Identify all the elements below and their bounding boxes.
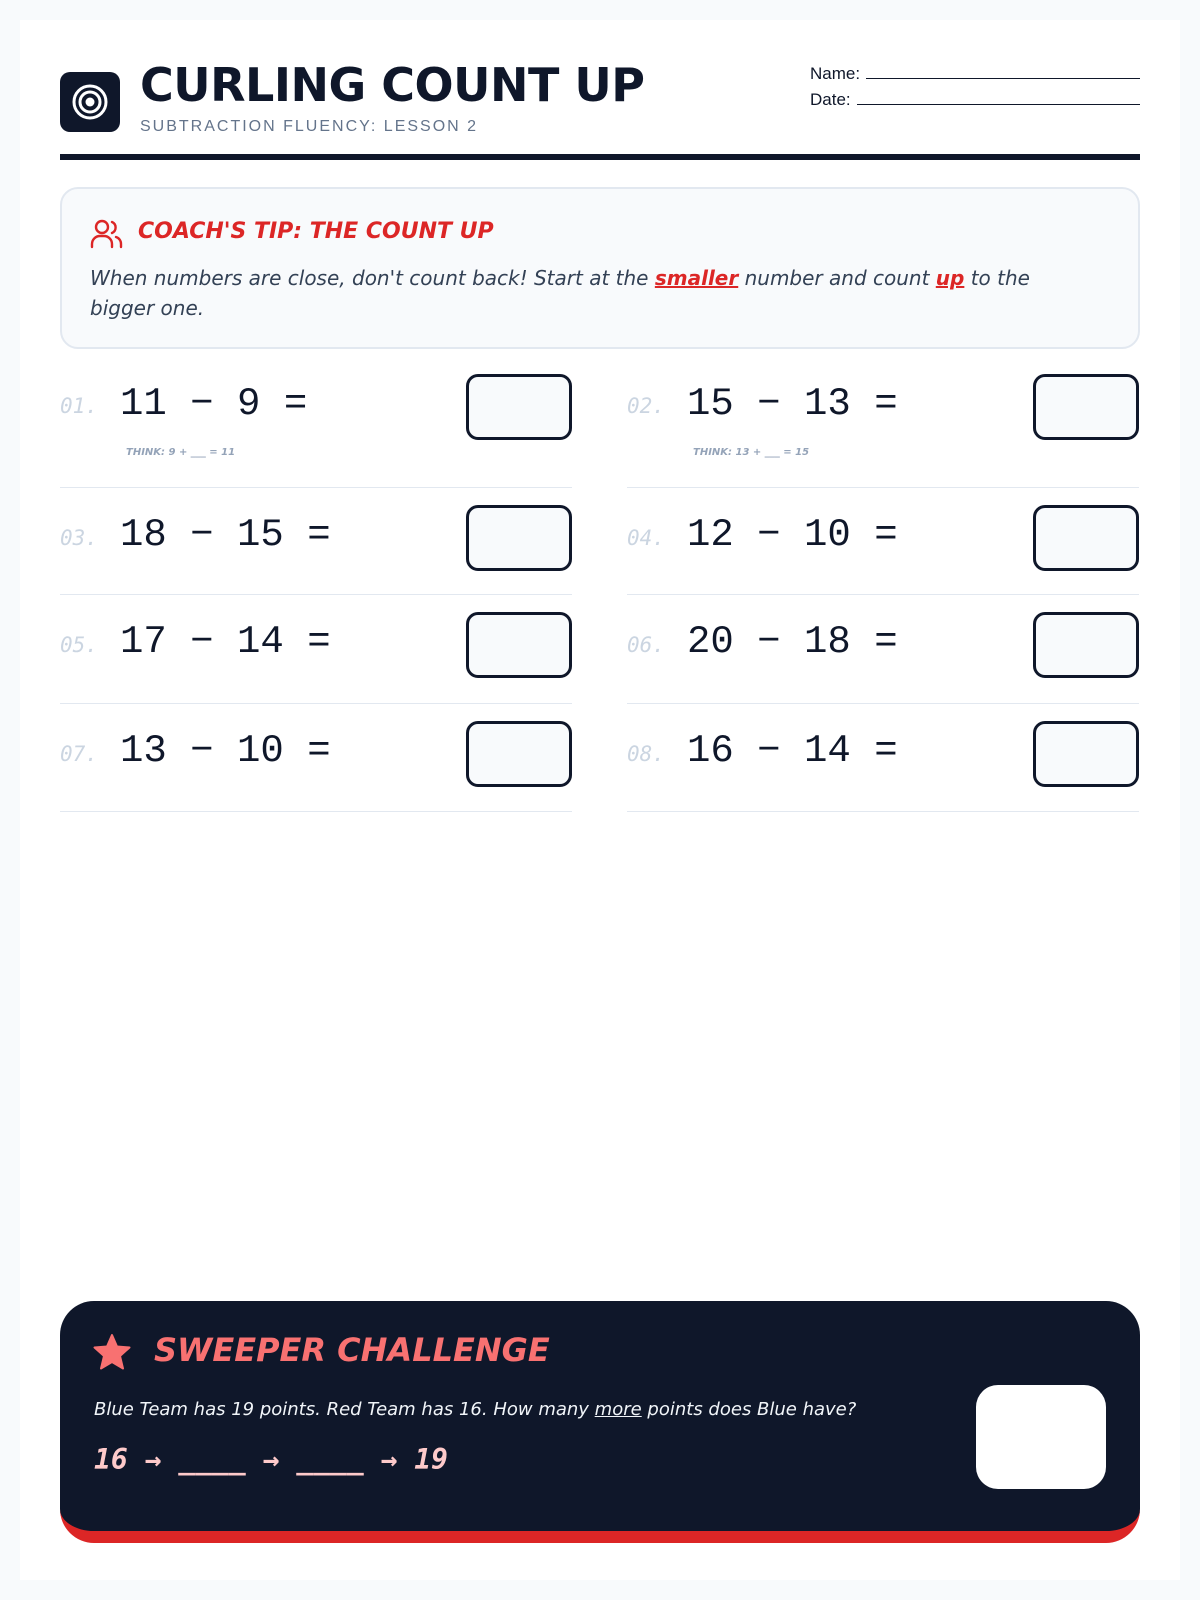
problem-2 (627, 370, 1139, 488)
page-subtitle: SUBTRACTION FLUENCY: LESSON 2 (140, 118, 479, 135)
problem-equation: 16 − 14 = (687, 729, 898, 773)
problem-number: 06. (627, 633, 665, 657)
name-label: Name: (810, 64, 861, 83)
answer-box[interactable] (1033, 612, 1139, 678)
date-line[interactable] (857, 91, 1140, 105)
problem-equation: 20 − 18 = (687, 620, 898, 664)
problem-equation: 15 − 13 = (687, 382, 898, 426)
answer-box[interactable] (1033, 721, 1139, 787)
answer-box[interactable] (1033, 505, 1139, 571)
page-title: CURLING COUNT UP (140, 58, 645, 112)
problem-number: 07. (60, 742, 98, 766)
name-line[interactable] (866, 65, 1140, 79)
challenge-question: Blue Team has 19 points. Red Team has 16. How many more points does Blue have? (94, 1399, 857, 1420)
challenge-title: SWEEPER CHALLENGE (154, 1331, 550, 1369)
answer-box[interactable] (466, 505, 572, 571)
problem-3 (60, 488, 572, 595)
tip-text: When numbers are close, don't count back! Start at the smaller number and count up to the bigger one. (90, 266, 1030, 320)
challenge-answer-box[interactable] (976, 1385, 1106, 1489)
name-field[interactable] (810, 64, 1140, 90)
problem-8 (627, 704, 1139, 812)
problem-7 (60, 704, 572, 812)
answer-box[interactable] (466, 374, 572, 440)
problem-number: 03. (60, 526, 98, 550)
coach-tip-box (60, 187, 1140, 349)
date-label: Date: (810, 90, 851, 109)
problem-number: 08. (627, 742, 665, 766)
problem-equation: 13 − 10 = (120, 729, 331, 773)
tip-highlight-smaller: smaller (654, 266, 739, 290)
problem-number: 02. (627, 394, 665, 418)
date-field[interactable] (810, 90, 1140, 116)
problem-1 (60, 370, 572, 488)
target-icon (71, 83, 109, 121)
worksheet (20, 20, 1180, 1580)
problem-6 (627, 595, 1139, 704)
answer-box[interactable] (1033, 374, 1139, 440)
answer-box[interactable] (466, 612, 572, 678)
problem-hint: THINK: 9 + ___ = 11 (126, 447, 236, 458)
sweeper-challenge-box (60, 1301, 1140, 1543)
logo (60, 72, 120, 132)
challenge-count-sequence: 16 → ____ → ____ → 19 (94, 1443, 449, 1476)
problem-equation: 12 − 10 = (687, 513, 898, 557)
problem-hint: THINK: 13 + ___ = 15 (693, 447, 810, 458)
name-date-fields (810, 64, 1140, 116)
problem-number: 05. (60, 633, 98, 657)
users-icon (90, 219, 124, 249)
problem-number: 01. (60, 394, 98, 418)
header-divider (60, 154, 1140, 160)
tip-highlight-up: up (935, 266, 965, 290)
challenge-underline-more: more (594, 1399, 642, 1420)
tip-title: COACH'S TIP: THE COUNT UP (138, 219, 494, 244)
answer-box[interactable] (466, 721, 572, 787)
problem-5 (60, 595, 572, 704)
problem-4 (627, 488, 1139, 595)
problem-equation: 17 − 14 = (120, 620, 331, 664)
star-icon (92, 1333, 132, 1371)
problem-number: 04. (627, 526, 665, 550)
problem-equation: 18 − 15 = (120, 513, 331, 557)
problem-equation: 11 − 9 = (120, 382, 308, 426)
